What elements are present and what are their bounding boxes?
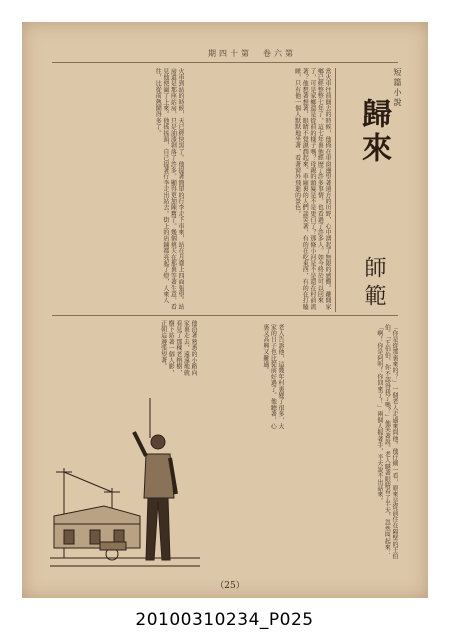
title-block	[340, 68, 400, 316]
body-text-block-4: 老人告訴他，這幾年村裏變了很多，大家的日子也比從前好過了。他聽著，心裏又高興又難過。	[261, 324, 284, 430]
story-title: 歸來	[356, 98, 391, 166]
genre-label: 短篇小說	[393, 68, 402, 108]
page-header: 期四十第 卷六第	[208, 49, 296, 58]
author-name: 師範	[361, 256, 386, 312]
header-rule	[52, 62, 398, 63]
archive-caption: 20100310234_P025	[135, 610, 314, 630]
page-number: （25）	[215, 581, 245, 591]
body-text-block-1: 當火車往前開去的時候，他倚在車窗邊望著遠方的田野，心中湧起了無限的感慨。離開家鄉已經整整七年了，這七年裏他經歷了許多事情，也看過了許多人。如今終於可以回來了，可是家鄉還是從前的樣子嗎？母親的頭髮是不是更白了？那條小河是不是還在村前流著？他想著想著，眼睛不覺濕潤起來。車廂裏的人們談笑著，有的在吃東西，有的在打瞌睡，只有他一個人默默地坐著，看著窗外飛逝的景色。	[293, 68, 331, 310]
magazine-page	[22, 22, 428, 598]
section-divider	[52, 315, 398, 316]
body-text-block-2: 火車到站的時候，天已經快黑了。他提著簡單的行李走下車來，站在月臺上四面張望。站房還是那座站房，只是油漆剝落了許多，顯得更加陳舊了。幾個挑夫在那裏等著生意，看見他便圍了上來。他搖搖頭，自己提著行李走出站去。街上的店鋪都亮起了燈，人來人往，比從前熱鬧得多了。	[154, 68, 184, 310]
title-column-rule	[335, 68, 336, 312]
body-text-block-5: 他沿著熟悉的小路向家裏走去，遠遠地就看見了那棵老榕樹，樹下站著一個人影，正朝這邊張望著。	[159, 320, 197, 376]
body-text-block-3: 「你是從那裏來的？」一個老人走過來問他。他仔細一看，原來是從前住在隔壁的王伯伯。「王伯伯，你不認得我了嗎？」他笑著說。老人瞇著眼睛看了半天，忽然叫起來：「啊！你是阿明！你回來了！」兩個人握著手，半天說不出話來。	[375, 324, 398, 560]
story-illustration	[50, 398, 200, 574]
